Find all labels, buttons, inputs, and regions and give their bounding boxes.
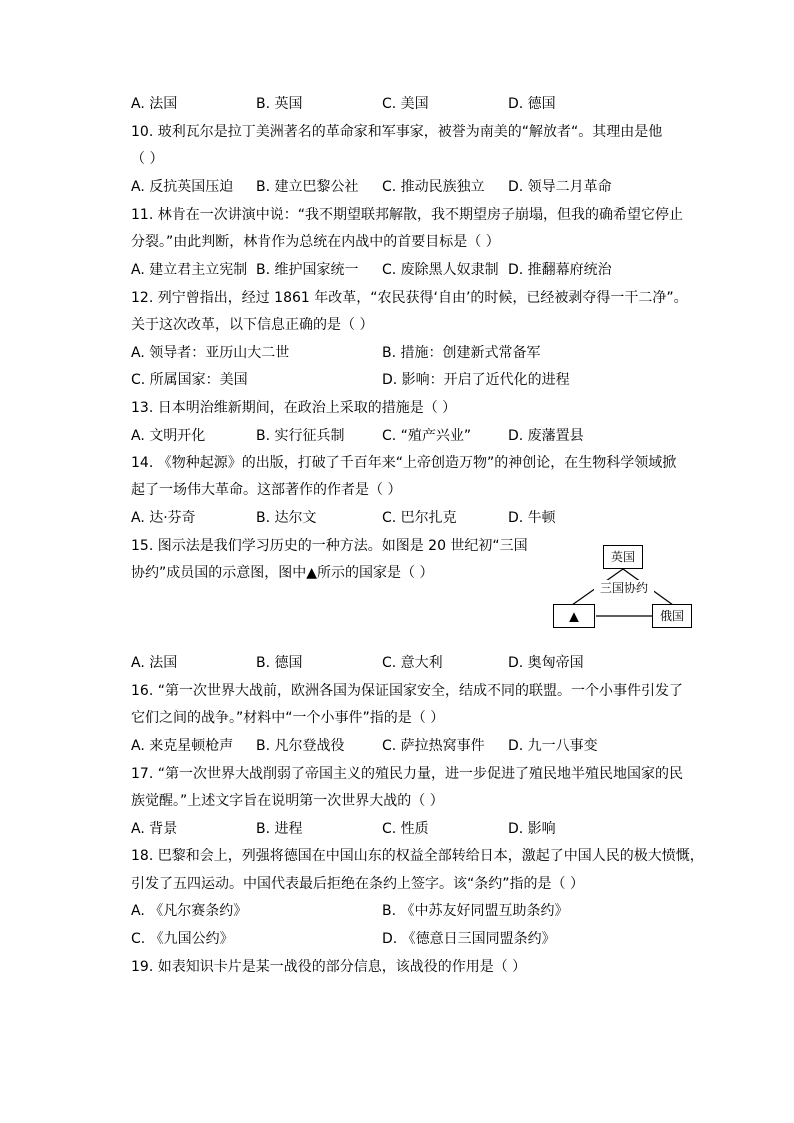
q11-option-d: D. 推翻幕府统治 xyxy=(508,262,612,278)
q9-option-a: A. 法国 xyxy=(131,96,178,112)
triple-entente-diagram xyxy=(550,540,696,635)
q9-option-c: C. 美国 xyxy=(382,96,429,112)
q11-option-b: B. 维护国家统一 xyxy=(256,262,359,278)
q9-option-d: D. 德国 xyxy=(508,96,556,112)
q15-option-b: B. 德国 xyxy=(256,655,303,671)
q13-option-c: C. “殖产兴业” xyxy=(382,428,472,444)
q9-option-b: B. 英国 xyxy=(256,96,303,112)
q13-option-a: A. 文明开化 xyxy=(131,428,206,444)
q18-option-b: B. 《中苏友好同盟互助条约》 xyxy=(382,903,569,919)
q11-stem-line1: 11. 林肯在一次讲演中说：“我不期望联邦解散，我不期望房子崩塌，但我的确希望它停止 xyxy=(131,207,683,223)
q16-option-b: B. 凡尔登战役 xyxy=(256,738,345,754)
q10-stem-line2: （ ） xyxy=(131,151,164,167)
q10-option-a: A. 反抗英国压迫 xyxy=(131,179,234,195)
q17-option-b: B. 进程 xyxy=(256,821,303,837)
q17-option-c: C. 性质 xyxy=(382,821,429,837)
q15-option-c: C. 意大利 xyxy=(382,655,443,671)
q12-stem-line2: 关于这次改革，以下信息正确的是（ ） xyxy=(131,317,374,333)
q18-option-a: A. 《凡尔赛条约》 xyxy=(131,903,248,919)
q15-option-d: D. 奥匈帝国 xyxy=(508,655,584,671)
q14-stem-line2: 起了一场伟大革命。这部著作的作者是（ ） xyxy=(131,482,402,498)
q18-stem-line1: 18. 巴黎和会上，列强将德国在中国山东的权益全部转给日本，激起了中国人民的极大愤慨， xyxy=(131,848,704,864)
q14-option-a: A. 达·芬奇 xyxy=(131,510,196,526)
q16-option-a: A. 来克星顿枪声 xyxy=(131,738,234,754)
q14-stem-line1: 14. 《物种起源》的出版，打破了千百年来“上帝创造万物”的神创论，在生物科学领域掀 xyxy=(131,455,677,471)
q11-option-a: A. 建立君主立宪制 xyxy=(131,262,248,278)
q10-option-b: B. 建立巴黎公社 xyxy=(256,179,359,195)
q12-option-d: D. 影响：开启了近代化的进程 xyxy=(382,372,570,388)
q17-stem-line1: 17. “第一次世界大战削弱了帝国主义的殖民力量，进一步促进了殖民地半殖民地国家的民 xyxy=(131,766,683,782)
q15-option-a: A. 法国 xyxy=(131,655,178,671)
q19-stem-line1: 19. 如表知识卡片是某一战役的部分信息，该战役的作用是（ ） xyxy=(131,959,527,975)
q10-option-c: C. 推动民族独立 xyxy=(382,179,485,195)
q17-option-a: A. 背景 xyxy=(131,821,178,837)
q16-stem-line1: 16. “第一次世界大战前，欧洲各国为保证国家安全，结成不同的联盟。一个小事件引发了 xyxy=(131,683,683,699)
q14-option-b: B. 达尔文 xyxy=(256,510,317,526)
diagram-node-right: 俄国 xyxy=(652,604,692,628)
q12-stem-line1: 12. 列宁曾指出，经过 1861 年改革，“农民获得‘自由’的时候，已经被剥夺得一干二净”。 xyxy=(131,290,688,306)
q13-option-d: D. 废藩置县 xyxy=(508,428,584,444)
q16-stem-line2: 它们之间的战争。”材料中“一个小事件”指的是（ ） xyxy=(131,710,445,726)
q17-option-d: D. 影响 xyxy=(508,821,556,837)
q18-option-c: C. 《九国公约》 xyxy=(131,931,234,947)
q18-stem-line2: 引发了五四运动。中国代表最后拒绝在条约上签字。该“条约”指的是（ ） xyxy=(131,876,584,892)
q11-option-c: C. 废除黑人奴隶制 xyxy=(382,262,499,278)
q15-stem-line2: 协约”成员国的示意图，图中▲所示的国家是（ ） xyxy=(131,565,434,581)
q10-option-d: D. 领导二月革命 xyxy=(508,179,612,195)
q13-stem-line1: 13. 日本明治维新期间，在政治上采取的措施是（ ） xyxy=(131,400,457,416)
q16-option-d: D. 九一八事变 xyxy=(508,738,598,754)
diagram-node-top: 英国 xyxy=(603,545,643,569)
q12-option-b: B. 措施：创建新式常备军 xyxy=(382,345,541,361)
q17-stem-line2: 族觉醒。”上述文字旨在说明第一次世界大战的（ ） xyxy=(131,793,444,809)
q16-option-c: C. 萨拉热窝事件 xyxy=(382,738,485,754)
diagram-center-label: 三国协约 xyxy=(594,580,654,596)
diagram-node-left: ▲ xyxy=(553,604,595,628)
q13-option-b: B. 实行征兵制 xyxy=(256,428,345,444)
q11-stem-line2: 分裂。”由此判断，林肯作为总统在内战中的首要目标是（ ） xyxy=(131,234,500,250)
q10-stem-line1: 10. 玻利瓦尔是拉丁美洲著名的革命家和军事家，被誉为南美的“解放者“。其理由是他 xyxy=(131,124,663,140)
q18-option-d: D. 《德意日三国同盟条约》 xyxy=(382,931,556,947)
q14-option-d: D. 牛顿 xyxy=(508,510,556,526)
q14-option-c: C. 巴尔扎克 xyxy=(382,510,457,526)
q12-option-c: C. 所属国家：美国 xyxy=(131,372,248,388)
q15-stem-line1: 15. 图示法是我们学习历史的一种方法。如图是 20 世纪初“三国 xyxy=(131,538,528,554)
q12-option-a: A. 领导者：亚历山大二世 xyxy=(131,345,290,361)
